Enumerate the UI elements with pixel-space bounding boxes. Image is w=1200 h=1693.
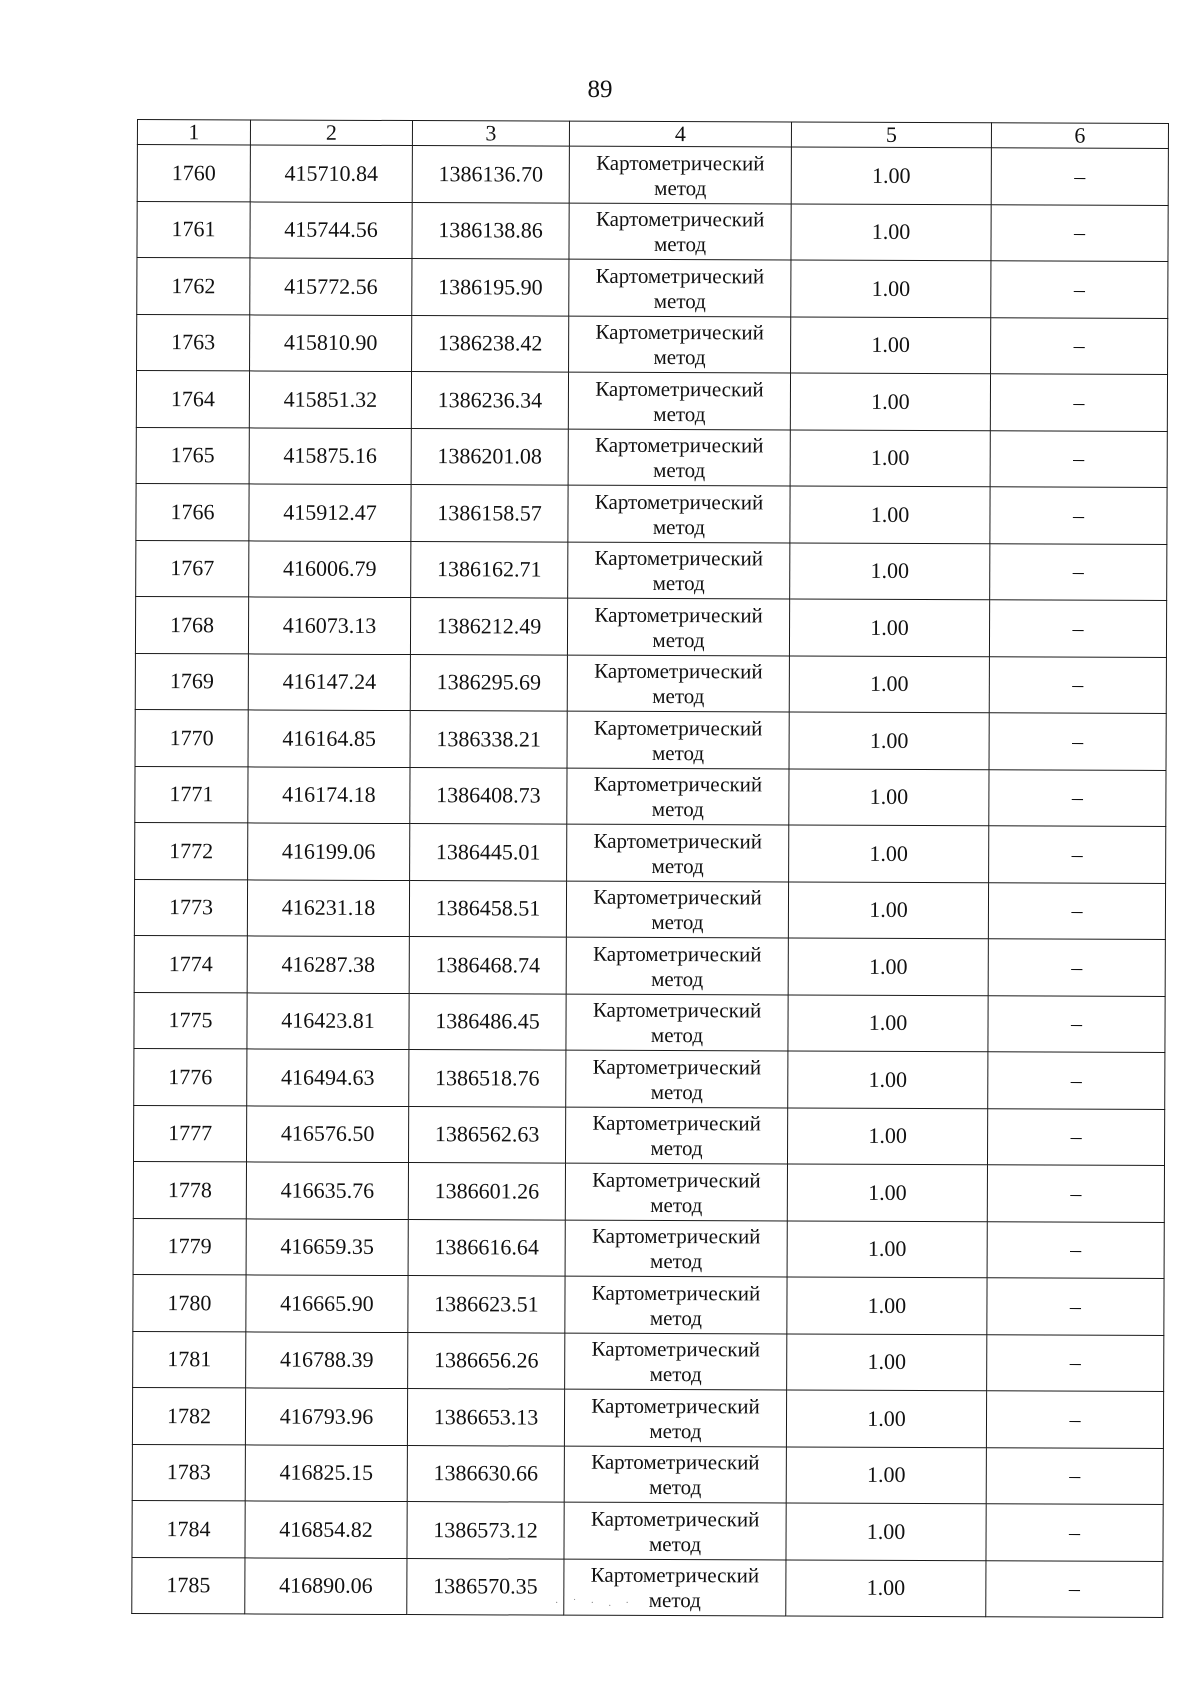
y-coordinate-cell: 1386158.57 xyxy=(411,485,568,542)
x-coordinate-cell: 415912.47 xyxy=(249,484,411,541)
note-cell: – xyxy=(988,939,1165,996)
accuracy-cell: 1.00 xyxy=(788,882,988,939)
table-row xyxy=(136,540,1167,600)
note-cell: – xyxy=(988,882,1165,939)
note-cell: – xyxy=(991,148,1168,205)
method-cell xyxy=(564,1446,786,1503)
y-coordinate-cell: 1386486.45 xyxy=(409,993,566,1050)
note-cell: – xyxy=(986,1391,1163,1448)
point-number-cell: 1760 xyxy=(137,145,250,202)
table-row xyxy=(133,1218,1164,1278)
accuracy-cell: 1.00 xyxy=(791,317,991,374)
point-number-cell: 1779 xyxy=(133,1218,246,1275)
method-line-2: метод xyxy=(649,1475,702,1500)
page-number: 89 xyxy=(587,76,613,103)
accuracy-cell: 1.00 xyxy=(786,1390,986,1447)
method-line-2: метод xyxy=(648,1531,702,1556)
x-coordinate-cell: 416793.96 xyxy=(245,1388,407,1445)
x-coordinate-cell: 416006.79 xyxy=(249,540,411,597)
note-cell: – xyxy=(988,1052,1165,1109)
point-number-cell: 1763 xyxy=(137,314,250,371)
y-coordinate-cell: 1386601.26 xyxy=(408,1163,565,1220)
note-cell: – xyxy=(987,1108,1164,1165)
table-row xyxy=(135,596,1166,656)
method-line-2: метод xyxy=(652,627,705,652)
y-coordinate-cell: 1386238.42 xyxy=(412,315,569,372)
method-line-2: метод xyxy=(653,345,706,370)
y-coordinate-cell: 1386295.69 xyxy=(410,654,567,711)
note-cell: – xyxy=(990,487,1167,544)
method-cell xyxy=(568,542,790,599)
method-cell xyxy=(565,1107,787,1164)
method-cell xyxy=(564,1389,786,1446)
accuracy-cell: 1.00 xyxy=(787,1164,987,1221)
table-row xyxy=(132,1557,1163,1617)
method-line-2: метод xyxy=(653,232,707,257)
accuracy-cell: 1.00 xyxy=(791,260,991,317)
method-line-1: Картометрический xyxy=(591,1224,761,1249)
method-line-2: метод xyxy=(650,1249,703,1274)
method-line-2: метод xyxy=(651,853,704,878)
point-number-cell: 1782 xyxy=(132,1387,245,1444)
note-cell: – xyxy=(987,1334,1164,1391)
point-number-cell: 1775 xyxy=(134,992,247,1049)
x-coordinate-cell: 416665.90 xyxy=(246,1275,408,1332)
table-row xyxy=(136,483,1167,543)
x-coordinate-cell: 416073.13 xyxy=(248,597,410,654)
note-cell: – xyxy=(987,1278,1164,1335)
column-header: 3 xyxy=(412,121,569,147)
table-row xyxy=(134,935,1165,995)
accuracy-cell: 1.00 xyxy=(791,147,991,204)
x-coordinate-cell: 416147.24 xyxy=(248,653,410,710)
y-coordinate-cell: 1386562.63 xyxy=(408,1106,565,1163)
method-line-2: метод xyxy=(652,571,705,596)
note-cell: – xyxy=(990,543,1167,600)
point-number-cell: 1771 xyxy=(135,766,248,823)
method-line-1: Картометрический xyxy=(595,320,764,345)
method-cell xyxy=(565,1276,787,1333)
method-cell xyxy=(565,1333,787,1390)
method-line-1: Картометрический xyxy=(593,885,762,910)
table-row xyxy=(132,1444,1163,1504)
point-number-cell: 1761 xyxy=(137,201,250,258)
point-number-cell: 1764 xyxy=(136,371,249,428)
x-coordinate-cell: 415744.56 xyxy=(250,201,412,258)
point-number-cell: 1762 xyxy=(137,258,250,315)
note-cell: – xyxy=(989,600,1166,657)
x-coordinate-cell: 416788.39 xyxy=(246,1331,408,1388)
x-coordinate-cell: 415851.32 xyxy=(249,371,411,428)
table-row xyxy=(133,1331,1164,1391)
method-line-2: метод xyxy=(652,684,705,709)
x-coordinate-cell: 415772.56 xyxy=(250,258,412,315)
method-line-1: Картометрический xyxy=(591,1393,760,1419)
note-cell: – xyxy=(987,1221,1164,1278)
note-cell: – xyxy=(989,826,1166,883)
note-cell: – xyxy=(986,1447,1163,1504)
method-line-1: Картометрический xyxy=(594,546,764,571)
method-line-1: Картометрический xyxy=(593,715,763,741)
method-line-1: Картометрический xyxy=(594,489,764,515)
x-coordinate-cell: 416164.85 xyxy=(248,710,410,767)
column-header: 4 xyxy=(569,121,791,147)
method-cell xyxy=(567,768,789,825)
method-line-1: Картометрический xyxy=(593,941,762,967)
point-number-cell: 1780 xyxy=(133,1274,246,1331)
accuracy-cell: 1.00 xyxy=(789,825,989,882)
method-cell xyxy=(567,598,789,655)
accuracy-cell: 1.00 xyxy=(786,1447,986,1504)
column-header: 2 xyxy=(250,120,412,146)
table-row xyxy=(133,1105,1164,1165)
method-cell xyxy=(564,1502,786,1559)
point-number-cell: 1776 xyxy=(134,1048,247,1105)
y-coordinate-cell: 1386630.66 xyxy=(407,1445,564,1502)
table-row xyxy=(135,822,1166,882)
note-cell: – xyxy=(988,995,1165,1052)
accuracy-cell: 1.00 xyxy=(787,1334,987,1391)
point-number-cell: 1768 xyxy=(135,596,248,653)
y-coordinate-cell: 1386616.64 xyxy=(408,1219,565,1276)
method-cell xyxy=(569,316,791,373)
y-coordinate-cell: 1386338.21 xyxy=(410,711,567,768)
x-coordinate-cell: 415710.84 xyxy=(250,145,412,202)
table-row xyxy=(136,371,1167,431)
accuracy-cell: 1.00 xyxy=(786,1503,986,1560)
x-coordinate-cell: 416231.18 xyxy=(247,879,409,936)
method-line-1: Картометрический xyxy=(594,602,763,628)
accuracy-cell: 1.00 xyxy=(788,938,988,995)
note-cell: – xyxy=(989,713,1166,770)
table-row xyxy=(137,145,1168,205)
method-cell xyxy=(568,485,790,542)
method-line-2: метод xyxy=(650,1023,704,1048)
table-row xyxy=(137,201,1168,261)
x-coordinate-cell: 415810.90 xyxy=(250,314,412,371)
accuracy-cell: 1.00 xyxy=(791,204,991,261)
method-line-1: Картометрический xyxy=(594,659,763,684)
method-line-2: метод xyxy=(653,401,706,426)
y-coordinate-cell: 1386212.49 xyxy=(410,598,567,655)
x-coordinate-cell: 416576.50 xyxy=(246,1105,408,1162)
coordinates-table xyxy=(131,119,1169,1618)
method-line-2: метод xyxy=(650,1079,703,1104)
method-line-1: Картометрический xyxy=(591,1337,761,1362)
note-cell: – xyxy=(986,1504,1163,1561)
note-cell: – xyxy=(990,374,1167,431)
point-number-cell: 1765 xyxy=(136,427,249,484)
method-line-1: Картометрический xyxy=(595,376,764,402)
note-cell: – xyxy=(986,1560,1163,1617)
y-coordinate-cell: 1386468.74 xyxy=(409,937,566,994)
table-row xyxy=(133,1274,1164,1334)
method-cell xyxy=(565,1220,787,1277)
point-number-cell: 1773 xyxy=(134,879,247,936)
method-cell xyxy=(568,372,790,429)
table-row xyxy=(134,992,1165,1052)
point-number-cell: 1774 xyxy=(134,935,247,992)
method-cell xyxy=(565,1163,787,1220)
method-cell xyxy=(569,259,791,316)
method-line-1: Картометрический xyxy=(590,1506,760,1532)
note-cell: – xyxy=(990,430,1167,487)
y-coordinate-cell: 1386162.71 xyxy=(411,541,568,598)
table-row xyxy=(134,1048,1165,1108)
method-line-1: Картометрический xyxy=(593,828,763,854)
accuracy-cell: 1.00 xyxy=(790,486,990,543)
point-number-cell: 1783 xyxy=(132,1444,245,1501)
x-coordinate-cell: 416854.82 xyxy=(245,1501,407,1558)
method-line-2: метод xyxy=(651,910,704,935)
x-coordinate-cell: 416423.81 xyxy=(247,992,409,1049)
method-line-2: метод xyxy=(652,514,706,539)
method-line-1: Картометрический xyxy=(595,207,765,232)
point-number-cell: 1772 xyxy=(135,822,248,879)
accuracy-cell: 1.00 xyxy=(789,599,989,656)
column-header: 6 xyxy=(991,123,1168,149)
y-coordinate-cell: 1386195.90 xyxy=(412,259,569,316)
method-line-2: метод xyxy=(653,288,706,313)
y-coordinate-cell: 1386653.13 xyxy=(407,1389,564,1446)
method-line-1: Картометрический xyxy=(592,1054,762,1080)
accuracy-cell: 1.00 xyxy=(790,430,990,487)
method-line-1: Картометрический xyxy=(592,1167,761,1193)
method-cell xyxy=(567,824,789,881)
method-cell xyxy=(567,655,789,712)
y-coordinate-cell: 1386138.86 xyxy=(412,202,569,259)
accuracy-cell: 1.00 xyxy=(786,1560,986,1617)
x-coordinate-cell: 416287.38 xyxy=(247,936,409,993)
accuracy-cell: 1.00 xyxy=(788,1051,988,1108)
method-line-1: Картометрический xyxy=(595,263,765,289)
method-cell xyxy=(566,994,788,1051)
point-number-cell: 1767 xyxy=(136,540,249,597)
method-line-1: Картометрический xyxy=(591,1450,760,1475)
y-coordinate-cell: 1386573.12 xyxy=(407,1502,564,1559)
accuracy-cell: 1.00 xyxy=(788,995,988,1052)
y-coordinate-cell: 1386236.34 xyxy=(411,372,568,429)
accuracy-cell: 1.00 xyxy=(790,373,990,430)
method-cell xyxy=(568,429,790,486)
x-coordinate-cell: 416494.63 xyxy=(247,1049,409,1106)
y-coordinate-cell: 1386623.51 xyxy=(408,1276,565,1333)
point-number-cell: 1785 xyxy=(132,1557,245,1614)
x-coordinate-cell: 416635.76 xyxy=(246,1162,408,1219)
accuracy-cell: 1.00 xyxy=(789,656,989,713)
y-coordinate-cell: 1386570.35 xyxy=(407,1558,564,1615)
method-cell xyxy=(566,937,788,994)
accuracy-cell: 1.00 xyxy=(789,712,989,769)
table-row xyxy=(135,653,1166,713)
method-line-2: метод xyxy=(651,740,705,765)
point-number-cell: 1770 xyxy=(135,709,248,766)
method-line-2: метод xyxy=(649,1305,702,1330)
accuracy-cell: 1.00 xyxy=(789,769,989,826)
note-cell: – xyxy=(991,317,1168,374)
note-cell: – xyxy=(987,1165,1164,1222)
accuracy-cell: 1.00 xyxy=(787,1108,987,1165)
note-cell: – xyxy=(989,656,1166,713)
point-number-cell: 1769 xyxy=(135,653,248,710)
table-row xyxy=(132,1500,1163,1560)
x-coordinate-cell: 416174.18 xyxy=(248,766,410,823)
x-coordinate-cell: 415875.16 xyxy=(249,427,411,484)
column-header: 1 xyxy=(137,120,250,145)
point-number-cell: 1781 xyxy=(133,1331,246,1388)
method-line-1: Картометрический xyxy=(596,150,765,176)
method-line-1: Картометрический xyxy=(590,1563,760,1588)
y-coordinate-cell: 1386408.73 xyxy=(410,767,567,824)
method-line-2: метод xyxy=(648,1588,701,1613)
scan-specks: · ˙ · . · xyxy=(555,1598,635,1609)
method-line-1: Картометрический xyxy=(594,433,764,458)
table-row xyxy=(135,766,1166,826)
y-coordinate-cell: 1386458.51 xyxy=(409,880,566,937)
x-coordinate-cell: 416199.06 xyxy=(248,823,410,880)
method-cell xyxy=(569,146,791,203)
method-line-2: метод xyxy=(651,966,704,991)
y-coordinate-cell: 1386136.70 xyxy=(412,146,569,203)
method-line-1: Картометрический xyxy=(592,998,762,1023)
y-coordinate-cell: 1386445.01 xyxy=(410,824,567,881)
accuracy-cell: 1.00 xyxy=(787,1277,987,1334)
method-line-2: метод xyxy=(649,1418,702,1443)
method-cell xyxy=(566,881,788,938)
x-coordinate-cell: 416890.06 xyxy=(245,1557,407,1614)
x-coordinate-cell: 416825.15 xyxy=(245,1444,407,1501)
table-row xyxy=(132,1387,1163,1447)
point-number-cell: 1778 xyxy=(133,1161,246,1218)
method-line-2: метод xyxy=(650,1192,703,1217)
point-number-cell: 1777 xyxy=(133,1105,246,1162)
method-line-2: метод xyxy=(649,1362,702,1387)
note-cell: – xyxy=(989,769,1166,826)
table-body xyxy=(132,145,1169,1618)
table-row xyxy=(137,258,1168,318)
point-number-cell: 1766 xyxy=(136,483,249,540)
method-cell xyxy=(569,203,791,260)
note-cell: – xyxy=(991,261,1168,318)
method-cell xyxy=(566,1050,788,1107)
accuracy-cell: 1.00 xyxy=(790,543,990,600)
note-cell: – xyxy=(991,204,1168,261)
method-cell xyxy=(567,711,789,768)
table-row xyxy=(133,1161,1164,1221)
accuracy-cell: 1.00 xyxy=(787,1221,987,1278)
y-coordinate-cell: 1386201.08 xyxy=(411,428,568,485)
table-row xyxy=(136,427,1167,487)
table-row xyxy=(135,709,1166,769)
y-coordinate-cell: 1386656.26 xyxy=(408,1332,565,1389)
method-line-2: метод xyxy=(651,797,704,822)
method-line-2: метод xyxy=(653,458,706,483)
method-line-2: метод xyxy=(650,1136,703,1161)
table-row xyxy=(134,879,1165,939)
column-header: 5 xyxy=(791,122,991,148)
method-line-2: метод xyxy=(654,175,707,200)
method-line-1: Картометрический xyxy=(592,1111,761,1136)
x-coordinate-cell: 416659.35 xyxy=(246,1218,408,1275)
y-coordinate-cell: 1386518.76 xyxy=(409,1050,566,1107)
method-line-1: Картометрический xyxy=(591,1280,761,1306)
table-row xyxy=(137,314,1168,374)
point-number-cell: 1784 xyxy=(132,1500,245,1557)
method-line-1: Картометрический xyxy=(593,772,763,797)
